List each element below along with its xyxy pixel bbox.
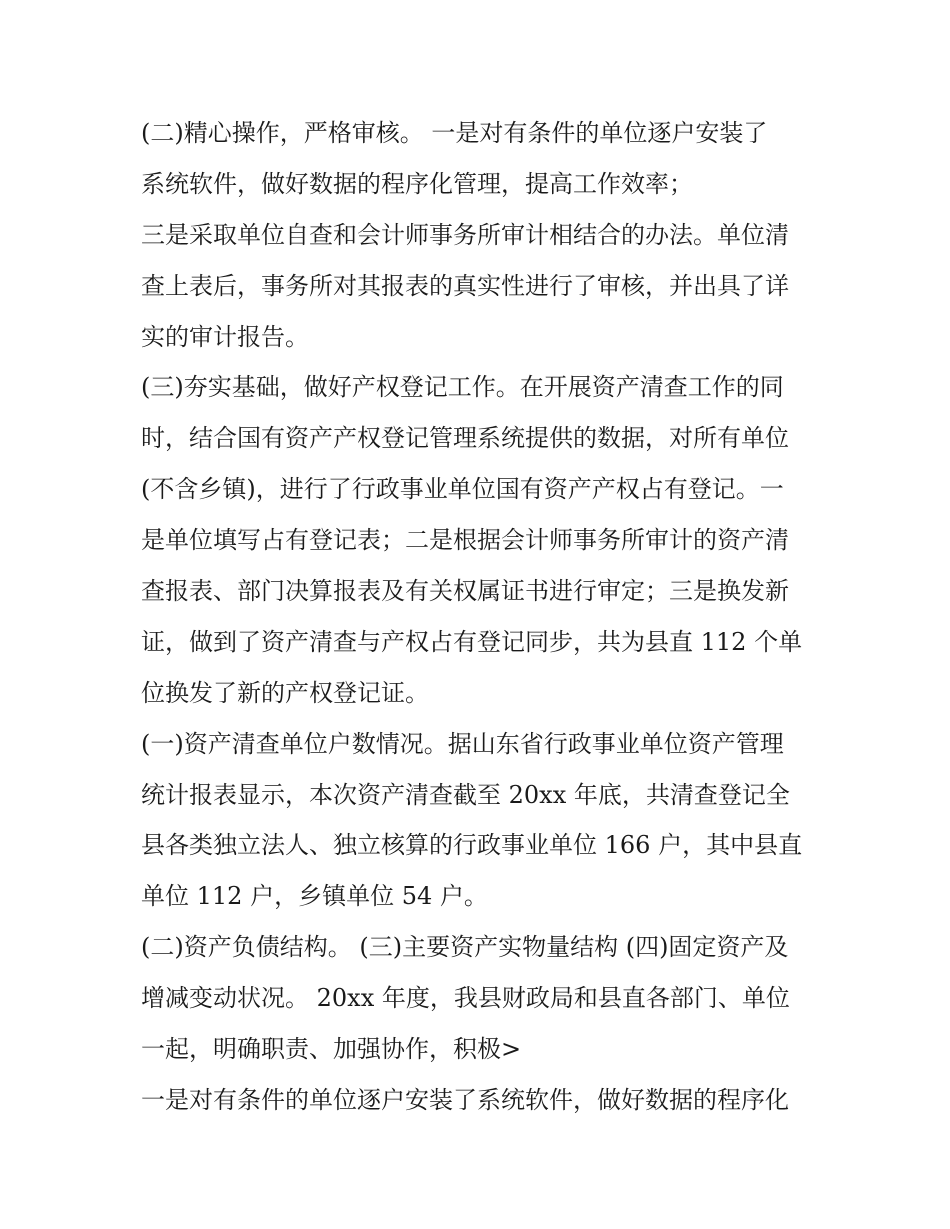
text-line: (二)资产负债结构。 (三)主要资产实物量结构 (四)固定资产及 bbox=[141, 933, 789, 962]
text-line: 是单位填写占有登记表；二是根据会计师事务所审计的资产清 bbox=[141, 526, 789, 555]
text-line: 县各类独立法人、独立核算的行政事业单位 166 户，其中县直 bbox=[141, 831, 803, 860]
text-line: 一是对有条件的单位逐户安装了系统软件，做好数据的程序化 bbox=[141, 1085, 789, 1114]
text-line: 时，结合国有资产产权登记管理系统提供的数据，对所有单位 bbox=[141, 424, 789, 453]
text-line: 单位 112 户，乡镇单位 54 户。 bbox=[141, 882, 488, 911]
text-line: 实的审计报告。 bbox=[141, 322, 309, 351]
text-line: 查上表后，事务所对其报表的真实性进行了审核，并出具了详 bbox=[141, 271, 789, 300]
document-body bbox=[141, 108, 821, 1126]
text-line: 三是采取单位自查和会计师事务所审计相结合的办法。单位清 bbox=[141, 220, 789, 249]
text-line: 查报表、部门决算报表及有关权属证书进行审定；三是换发新 bbox=[141, 577, 789, 606]
text-line: 系统软件，做好数据的程序化管理，提高工作效率； bbox=[141, 169, 693, 198]
text-line: (一)资产清查单位户数情况。据山东省行政事业单位资产管理 bbox=[141, 729, 784, 758]
text-line: 证，做到了资产清查与产权占有登记同步，共为县直 112 个单 bbox=[141, 627, 803, 656]
text-line: (二)精心操作，严格审核。 一是对有条件的单位逐户安装了 bbox=[141, 119, 768, 147]
text-line: 位换发了新的产权登记证。 bbox=[141, 678, 429, 707]
text-line: 一起，明确职责、加强协作，积极> bbox=[141, 1035, 522, 1064]
text-line: 增减变动状况。 20xx 年度，我县财政局和县直各部门、单位 bbox=[141, 984, 790, 1013]
text-line: 统计报表显示，本次资产清查截至 20xx 年底，共清查登记全 bbox=[141, 780, 790, 809]
text-line: (不含乡镇)，进行了行政事业单位国有资产产权占有登记。一 bbox=[141, 475, 784, 504]
text-line: (三)夯实基础，做好产权登记工作。在开展资产清查工作的同 bbox=[141, 373, 784, 402]
